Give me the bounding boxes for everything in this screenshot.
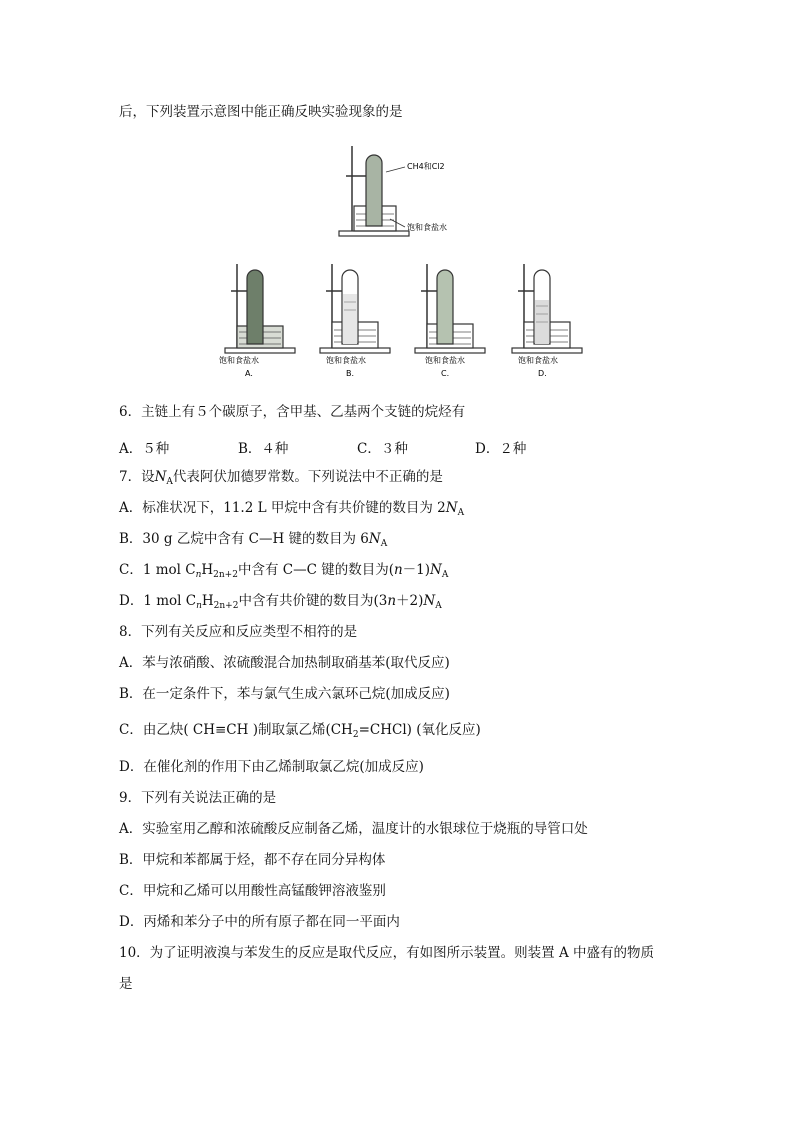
panel-d	[512, 264, 582, 378]
q8-option-a: A．苯与浓硝酸、浓硫酸混合加热制取硝基苯(取代反应)	[119, 655, 450, 671]
panel-a-label: A.	[245, 369, 253, 378]
top-apparatus	[339, 146, 447, 236]
panel-d-water: 饱和食盐水	[518, 356, 558, 365]
q6-options	[119, 437, 719, 455]
q10-stem-line2: 是	[119, 976, 133, 992]
q7-option-c: C．1 mol $C_nH_{2n+2}$中含有 C—C 键的数目为$(n-1)N_A$	[119, 562, 449, 580]
q8-option-d: D．在催化剂的作用下由乙烯制取氯乙烷(加成反应)	[119, 759, 424, 775]
q10-stem-line1: 10．为了证明液溴与苯发生的反应是取代反应，有如图所示装置。则装置 A 中盛有的物质	[119, 945, 655, 961]
q6-option-a: A．５种	[119, 441, 170, 457]
panel-a	[219, 264, 295, 378]
q9-option-d: D．丙烯和苯分子中的所有原子都在同一平面内	[119, 914, 400, 930]
panel-d-label: D.	[538, 369, 547, 378]
panel-b-water: 饱和食盐水	[326, 356, 366, 365]
q9-option-b: B．甲烷和苯都属于烃，都不存在同分异构体	[119, 852, 386, 868]
q7-option-a: A．标准状况下，11.2 L 甲烷中含有共价键的数目为 $2N_A$	[119, 500, 465, 518]
q8-option-b: B．在一定条件下，苯与氯气生成六氯环己烷(加成反应)	[119, 686, 450, 702]
q9-stem: 9．下列有关说法正确的是	[119, 790, 277, 806]
panel-c	[415, 264, 485, 378]
q9-option-a: A．实验室用乙醇和浓硫酸反应制备乙烯，温度计的水银球位于烧瓶的导管口处	[119, 821, 588, 837]
question-intro: 后，下列装置示意图中能正确反映实验现象的是	[119, 104, 403, 120]
q7-option-b: B．30 g 乙烷中含有 C—H 键的数目为 $6N_A$	[119, 531, 388, 549]
panel-b	[320, 264, 390, 378]
q6-stem: 6．主链上有５个碳原子，含甲基、乙基两个支链的烷烃有	[119, 404, 466, 420]
q7-stem: 7．设$N_A$代表阿伏加德罗常数。下列说法中不正确的是	[119, 469, 443, 487]
top-water-label: 饱和食盐水	[407, 223, 447, 232]
panel-b-label: B.	[346, 369, 355, 378]
panel-c-water: 饱和食盐水	[425, 356, 465, 365]
top-gas-label: CH4和Cl2	[407, 162, 445, 171]
q6-option-c: C．３种	[357, 441, 408, 457]
panel-a-water: 饱和食盐水	[219, 356, 259, 365]
panel-c-label: C.	[441, 369, 450, 378]
q8-stem: 8．下列有关反应和反应类型不相符的是	[119, 624, 358, 640]
q6-option-b: B．４种	[238, 441, 289, 457]
q6-option-d: D．２种	[475, 441, 527, 457]
q8-option-c: C．由乙炔( CH≡CH )制取氯乙烯$(CH_2=CHCl)$ (氧化反应)	[119, 722, 481, 740]
q9-option-c: C．甲烷和乙烯可以用酸性高锰酸钾溶液鉴别	[119, 883, 386, 899]
q7-option-d: D．1 mol $C_nH_{2n+2}$中含有共价键的数目为$(3n+2)N_A$	[119, 593, 442, 611]
